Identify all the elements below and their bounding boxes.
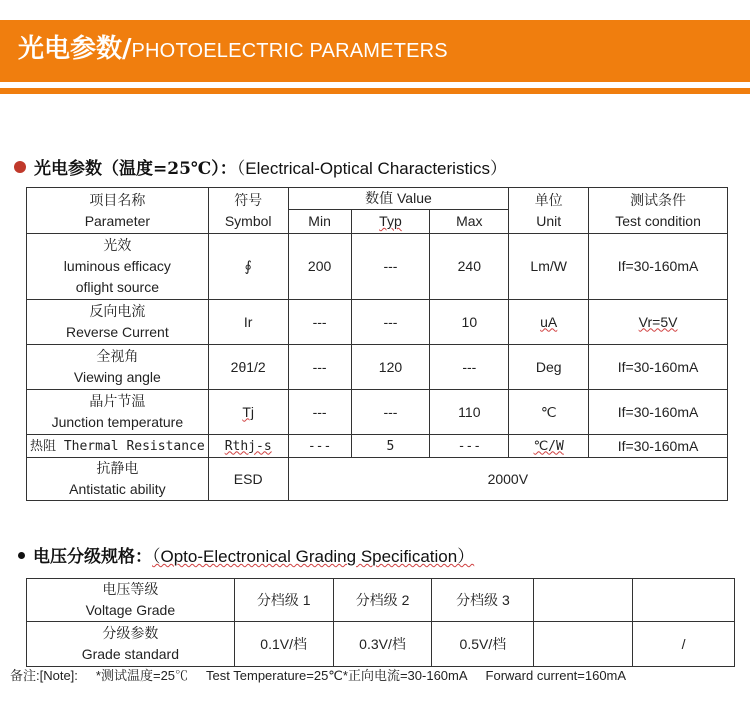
param-name: [27, 300, 209, 345]
header-symbol-en: Symbol: [224, 212, 272, 229]
param-name-en: luminous efficacy: [63, 258, 171, 274]
param-name-cn: 晶片节温: [89, 393, 146, 409]
grade-cell: [633, 579, 735, 622]
header-divider: [0, 88, 750, 94]
header-symbol-cn: 符号: [234, 191, 263, 208]
footnote: [10, 665, 644, 684]
table-row: [27, 390, 728, 435]
grade-cell: 分档级 1: [234, 579, 333, 622]
param-name-en: Reverse Current: [66, 324, 169, 340]
param-value: 2000V: [288, 458, 727, 501]
table-row: [27, 622, 735, 667]
section-title-grading-cn: 电压分级规格：: [33, 547, 152, 567]
table-row: [27, 435, 728, 458]
param-symbol: ∮: [208, 234, 288, 300]
param-symbol-text: Tj: [242, 403, 255, 420]
header-max: Max: [430, 210, 509, 234]
page-title: [18, 28, 448, 65]
param-unit: Lm/W: [509, 234, 589, 300]
grade-cell: 分档级 3: [432, 579, 534, 622]
grade-cell: [534, 579, 633, 622]
param-name-en: Junction temperature: [51, 414, 184, 430]
param-max: 10: [430, 300, 509, 345]
header-parameter-en: Parameter: [84, 212, 151, 229]
param-typ: 120: [351, 345, 430, 390]
page-title-cn: 光电参数/: [18, 34, 132, 64]
footnote-temp: *测试温度=25℃: [95, 668, 189, 683]
header-symbol: [208, 188, 288, 234]
section-title-optical: [14, 154, 507, 179]
param-max: 110: [430, 390, 509, 435]
footnote-forward: Forward current=160mA: [485, 668, 627, 683]
grade-label: [27, 579, 235, 622]
grade-cell: 0.3V/档: [333, 622, 432, 667]
param-typ: 5: [351, 435, 430, 458]
grade-cell: 0.1V/档: [234, 622, 333, 667]
param-condition: [589, 300, 728, 345]
grade-label: [27, 622, 235, 667]
section-title-optical-en: （Electrical-Optical Characteristics）: [236, 159, 507, 178]
param-min: ---: [288, 345, 351, 390]
param-max: 240: [430, 234, 509, 300]
voltage-grading-table: [26, 578, 735, 667]
param-condition-text: Vr=5V: [638, 313, 678, 330]
table-row: [27, 234, 728, 300]
grade-cell: 分档级 2: [333, 579, 432, 622]
param-symbol: [208, 390, 288, 435]
param-name-cn: 抗静电: [96, 460, 139, 476]
param-max: ---: [430, 435, 509, 458]
param-min: ---: [288, 300, 351, 345]
grade-cell: /: [633, 622, 735, 667]
param-name-cn: 反向电流: [89, 303, 146, 319]
grade-label-cn: 分级参数: [102, 625, 159, 641]
grade-cell: 0.5V/档: [432, 622, 534, 667]
grade-cell: [534, 622, 633, 667]
header-unit: [509, 188, 589, 234]
param-min: 200: [288, 234, 351, 300]
param-min: ---: [288, 435, 351, 458]
param-min: ---: [288, 390, 351, 435]
param-unit: [509, 435, 589, 458]
header-condition: [589, 188, 728, 234]
param-name: [27, 234, 209, 300]
grade-label-cn: 电压等级: [102, 581, 159, 597]
param-unit: Deg: [509, 345, 589, 390]
param-name-en-2: oflight source: [75, 279, 159, 295]
optical-parameters-table: [26, 187, 728, 501]
section-title-grading: [18, 542, 474, 567]
page-title-en: PHOTOELECTRIC PARAMETERS: [131, 40, 448, 62]
header-unit-en: Unit: [536, 212, 562, 229]
grade-label-en: Grade standard: [81, 646, 179, 662]
param-symbol: 2θ1/2: [208, 345, 288, 390]
section-title-optical-cn: 光电参数（温度=25℃）：: [34, 159, 237, 179]
bullet-icon: [14, 161, 26, 173]
table-header-row: [27, 188, 728, 210]
header-unit-cn: 单位: [534, 191, 563, 208]
param-unit-text: ℃/W: [533, 438, 564, 454]
param-name-cn: 全视角: [96, 348, 139, 364]
param-typ: ---: [351, 390, 430, 435]
table-row: [27, 458, 728, 501]
param-name-en: Viewing angle: [73, 369, 161, 385]
param-name: [27, 345, 209, 390]
param-condition: If=30-160mA: [589, 390, 728, 435]
bullet-icon: [18, 552, 25, 559]
footnote-label: 备注:[Note]:: [10, 668, 78, 683]
header-value: 数值 Value: [288, 188, 509, 210]
param-name-cn: 光效: [103, 237, 132, 253]
param-typ: ---: [351, 300, 430, 345]
table-row: [27, 300, 728, 345]
header-condition-cn: 测试条件: [630, 191, 687, 208]
param-symbol-text: Rthj-s: [224, 438, 272, 454]
section-title-grading-en: （Opto-Electronical Grading Specification）: [152, 547, 475, 566]
header-min: Min: [288, 210, 351, 234]
param-name: [27, 458, 209, 501]
grade-label-en: Voltage Grade: [85, 602, 176, 618]
param-condition: If=30-160mA: [589, 234, 728, 300]
param-symbol: ESD: [208, 458, 288, 501]
header-parameter-cn: 项目名称: [89, 191, 146, 208]
param-name: [27, 390, 209, 435]
param-typ: ---: [351, 234, 430, 300]
header-parameter: [27, 188, 209, 234]
param-unit-text: uA: [540, 313, 558, 330]
param-max: ---: [430, 345, 509, 390]
param-name-en: Antistatic ability: [69, 481, 166, 497]
param-symbol: Ir: [208, 300, 288, 345]
table-row: [27, 579, 735, 622]
param-unit: [509, 300, 589, 345]
footnote-detail: Test Temperature=25℃*正向电流=30-160mA: [206, 668, 468, 683]
header-typ-label: Typ: [379, 213, 402, 229]
header-condition-en: Test condition: [615, 212, 701, 229]
header-typ: [351, 210, 430, 234]
param-unit: ℃: [509, 390, 589, 435]
param-condition: If=30-160mA: [589, 435, 728, 458]
param-symbol: [208, 435, 288, 458]
param-name: 热阻 Thermal Resistance: [27, 435, 209, 458]
table-row: [27, 345, 728, 390]
param-condition: If=30-160mA: [589, 345, 728, 390]
